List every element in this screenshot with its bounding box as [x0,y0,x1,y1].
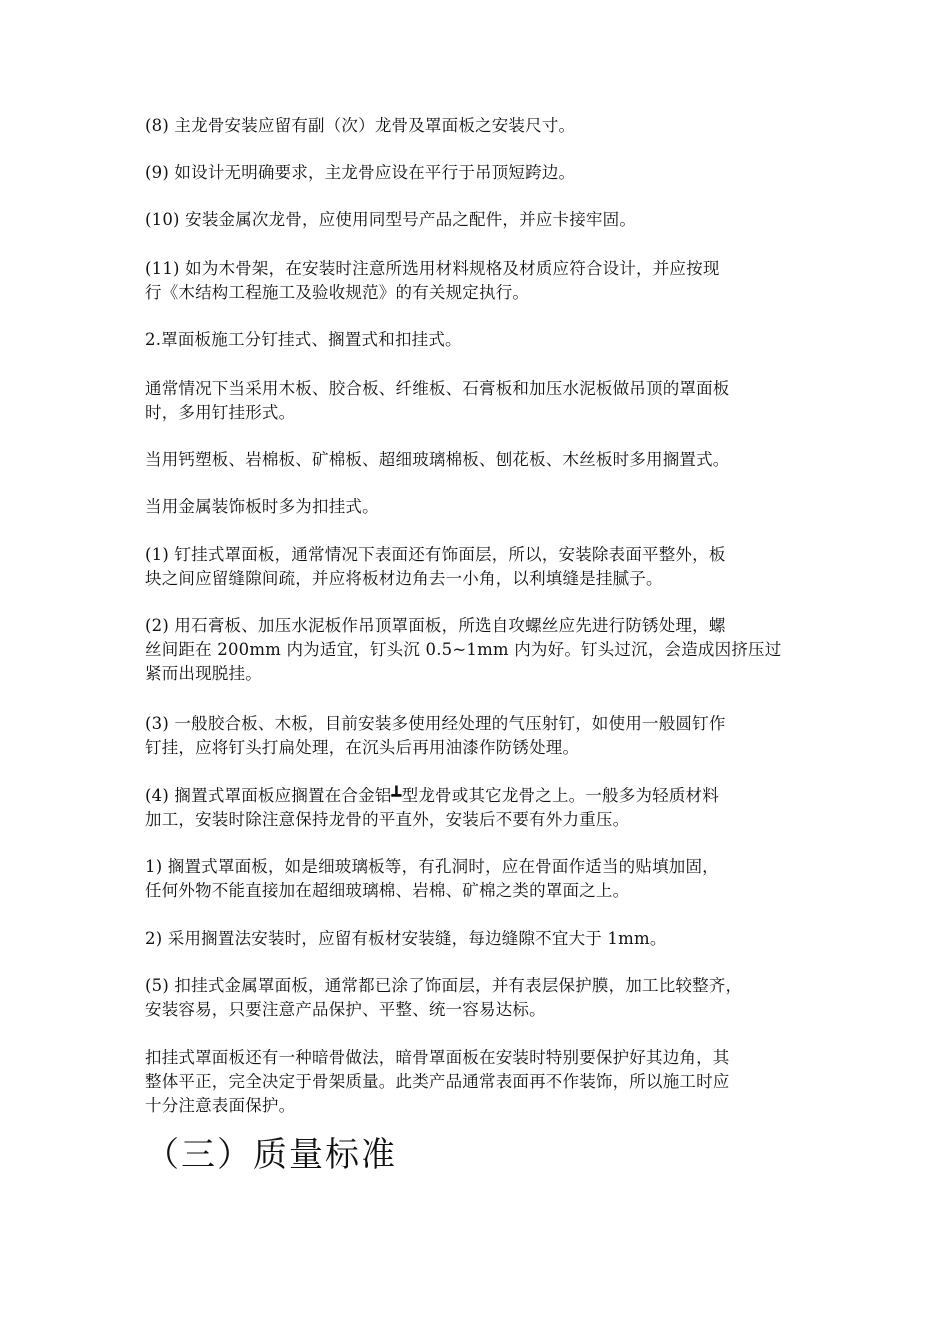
paragraph-item-4 [145,784,810,832]
paragraph-item-2 [145,614,810,686]
text-line: (4) 搁置式罩面板应搁置在合金铝┻型龙骨或其它龙骨之上。一般多为轻质材料 [145,786,719,805]
text-line: (2) 用石膏板、加压水泥板作吊顶罩面板，所选自攻螺丝应先进行防锈处理，螺 [145,616,726,635]
paragraph-item-1 [145,543,810,591]
text-line: 当用金属装饰板时多为扣挂式。 [145,497,379,516]
text-line: 扣挂式罩面板还有一种暗骨做法，暗骨罩面板在安装时特别要保护好其边角，其 [145,1048,730,1067]
text-line: 任何外物不能直接加在超细玻璃棉、岩棉、矿棉之类的罩面之上。 [145,881,630,900]
paragraph-rested [145,448,810,472]
text-line: 安装容易，只要注意产品保护、平整、统一容易达标。 [145,1000,546,1019]
text-line: 块之间应留缝隙间疏，并应将板材边角去一小角，以利填缝是挂腻子。 [145,569,663,588]
text-line: 丝间距在 200mm 内为适宜，钉头沉 0.5~1mm 内为好。钉头过沉，会造成因挤压过 [145,640,782,659]
section-2-intro [145,328,810,352]
text-line: (9) 如设计无明确要求，主龙骨应设在平行于吊顶短跨边。 [145,163,576,182]
paragraph-item-9 [145,161,810,185]
paragraph-nail-hung [145,377,810,425]
text-line: 整体平正，完全决定于骨架质量。此类产品通常表面再不作装饰，所以施工时应 [145,1072,730,1091]
text-line: (10) 安装金属次龙骨，应使用同型号产品之配件，并应卡接牢固。 [145,210,637,229]
paragraph-clip-hung [145,495,810,519]
text-line: (11) 如为木骨架，在安装时注意所选用材料规格及材质应符合设计，并应按现 [145,259,720,278]
text-line: 1) 搁置式罩面板，如是细玻璃板等，有孔洞时，应在骨面作适当的贴填加固， [145,857,719,876]
text-line: (3) 一般胶合板、木板，目前安装多使用经处理的气压射钉，如使用一般圆钉作 [145,714,726,733]
section-heading: （三）质量标准 [145,1135,397,1175]
text-line: 加工，安装时除注意保持龙骨的平直外，安装后不要有外力重压。 [145,810,630,829]
text-line: (5) 扣挂式金属罩面板，通常都已涂了饰面层，并有表层保护膜，加工比较整齐， [145,976,743,995]
text-line: 十分注意表面保护。 [145,1096,296,1115]
text-line: 2.罩面板施工分钉挂式、搁置式和扣挂式。 [145,330,462,349]
paragraph-item-3 [145,712,810,760]
text-line: 钉挂，应将钉头打扁处理，在沉头后再用油漆作防锈处理。 [145,738,580,757]
text-line: 紧而出现脱挂。 [145,664,262,683]
paragraph-subitem-1 [145,855,810,903]
text-line: 行《木结构工程施工及验收规范》的有关规定执行。 [145,283,530,302]
paragraph-item-8 [145,114,810,138]
paragraph-hidden-frame [145,1046,810,1118]
text-line: (1) 钉挂式罩面板，通常情况下表面还有饰面层，所以，安装除表面平整外，板 [145,545,726,564]
text-line: 2) 采用搁置法安装时，应留有板材安装缝，每边缝隙不宜大于 1mm。 [145,929,667,948]
paragraph-item-5 [145,974,810,1022]
text-line: 时，多用钉挂形式。 [145,403,296,422]
paragraph-item-11 [145,257,810,305]
paragraph-subitem-2 [145,927,810,951]
text-line: (8) 主龙骨安装应留有副（次）龙骨及罩面板之安装尺寸。 [145,116,576,135]
paragraph-item-10 [145,208,810,232]
text-line: 通常情况下当采用木板、胶合板、纤维板、石膏板和加压水泥板做吊顶的罩面板 [145,379,730,398]
text-line: 当用钙塑板、岩棉板、矿棉板、超细玻璃棉板、刨花板、木丝板时多用搁置式。 [145,450,730,469]
